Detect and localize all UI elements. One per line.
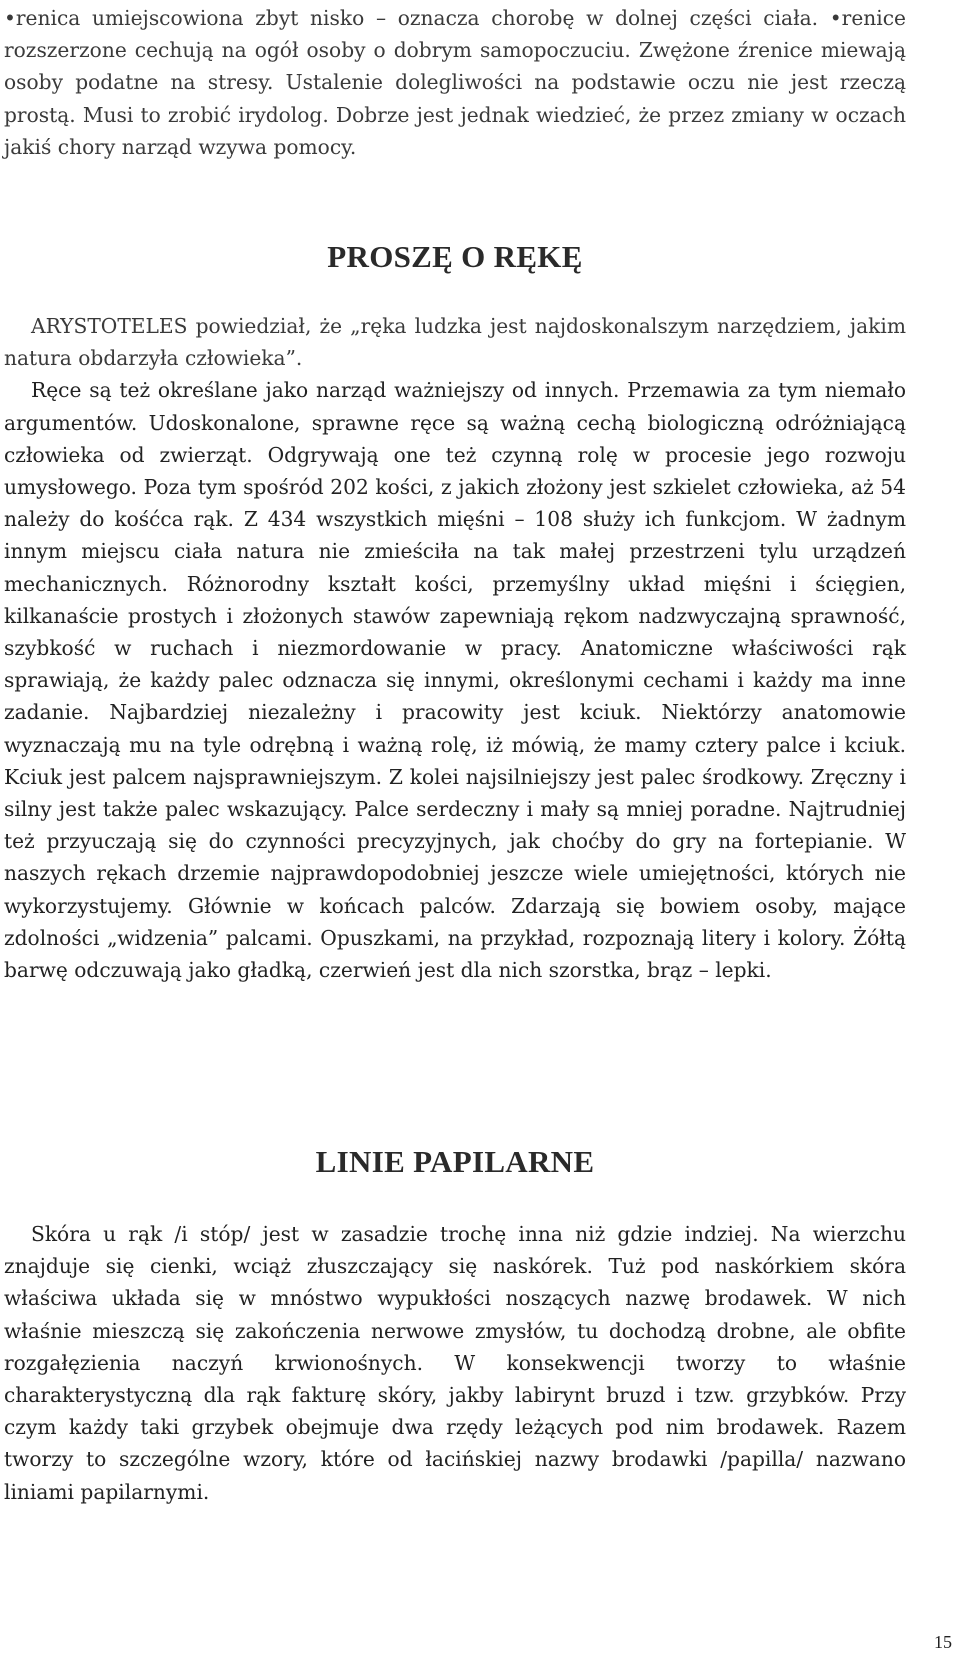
section-heading-linie-papilarne: LINIE PAPILARNE xyxy=(315,1144,595,1179)
section-body-linie-papilarne xyxy=(4,1218,906,1508)
intro-paragraph: •renica umiejscowiona zbyt nisko – oznacza chorobę w dolnej części ciała. •renice rozszerzone cechują na ogół osoby o dobrym samopoczuciu. Zwężone źrenice miewają osoby podatne na stresy. Ustalenie dolegliwości na podstawie oczu nie jest rzeczą prostą. Musi to zrobić irydolog. Dobrze jest jednak wiedzieć, że przez zmiany w oczach jakiś chory narząd wzywa pomocy. xyxy=(4,6,906,159)
paragraph-hands: Ręce są też określane jako narząd ważniejszy od innych. Przemawia za tym niemało argumentów. Udoskonalone, sprawne ręce są ważną cechą biologiczną odróżniającą człowieka od zwierząt. Odgrywają one też czynną rolę w procesie jego rozwoju umysłowego. Poza tym spośród 202 kości, z jakich złożony jest szkielet człowieka, aż 54 należy do kośćca rąk. Z 434 wszystkich mięśni – 108 służy ich funkcjom. W żadnym innym miejscu ciała natura nie zmieściła na tak małej przestrzeni tylu urządzeń mechanicznych. Różnorodny kształt kości, przemyślny układ mięśni i ścięgien, kilkanaście prostych i złożonych stawów zapewniają rękom nadzwyczajną sprawność, szybkość w ruchach i niezmordowanie w pracy. Anatomiczne właściwości rąk sprawiają, że każdy palec odznacza się innymi, określonymi cechami i każdy ma inne zadanie. Najbardziej niezależny i pracowity jest kciuk. Niektórzy anatomowie wyznaczają mu na tyle odrębną i ważną rolę, iż mówią, że mamy cztery palce i kciuk. Kciuk jest palcem najsprawniejszym. Z kolei najsilniejszy jest palec środkowy. Zręczny i silny jest także palec wskazujący. Palce serdeczny i mały są mniej poradne. Najtrudniej też przyuczają się do czynności precyzyjnych, jak choćby do gry na fortepianie. W naszych rękach drzemie najprawdopodobniej jeszcze wiele umiejętności, których nie wykorzystujemy. Głównie w końcach palców. Zdarzają się bowiem osoby, mające zdolności „widzenia” palcami. Opuszkami, na przykład, rozpoznają litery i kolory. Żółtą barwę odczuwają jako gładką, czerwień jest dla nich szorstka, brąz – lepki. xyxy=(4,378,906,983)
paragraph-skin: Skóra u rąk /i stóp/ jest w zasadzie trochę inna niż gdzie indziej. Na wierzchu znajduje się cienki, wciąż złuszczający się naskórek. Tuż pod naskórkiem skóra właściwa układa się w mnóstwo wypukłości noszących nazwę brodawek. W nich właśnie mieszczą się zakończenia nerwowe zmysłów, tu dochodzą drobne, ale obfite rozgałęzienia naczyń krwionośnych. W konsekwencji tworzy to właśnie charakterystyczną dla rąk fakturę skóry, jakby labirynt bruzd i tzw. grzybków. Przy czym każdy taki grzybek obejmuje dwa rzędy leżących pod nim brodawek. Razem tworzy to szczególne wzory, które od łacińskiej nazwy brodawki /papilla/ nazwano liniami papilarnymi. xyxy=(4,1222,906,1504)
page-number: 15 xyxy=(934,1632,952,1652)
section-body-prosze-o-reke xyxy=(4,310,906,986)
paragraph-aristotle-quote: ARYSTOTELES powiedział, że „ręka ludzka jest najdoskonalszym narzędziem, jakim natura obdarzyła człowieka”. xyxy=(4,314,906,371)
section-heading-prosze-o-reke: PROSZĘ O RĘKĘ xyxy=(327,239,583,274)
